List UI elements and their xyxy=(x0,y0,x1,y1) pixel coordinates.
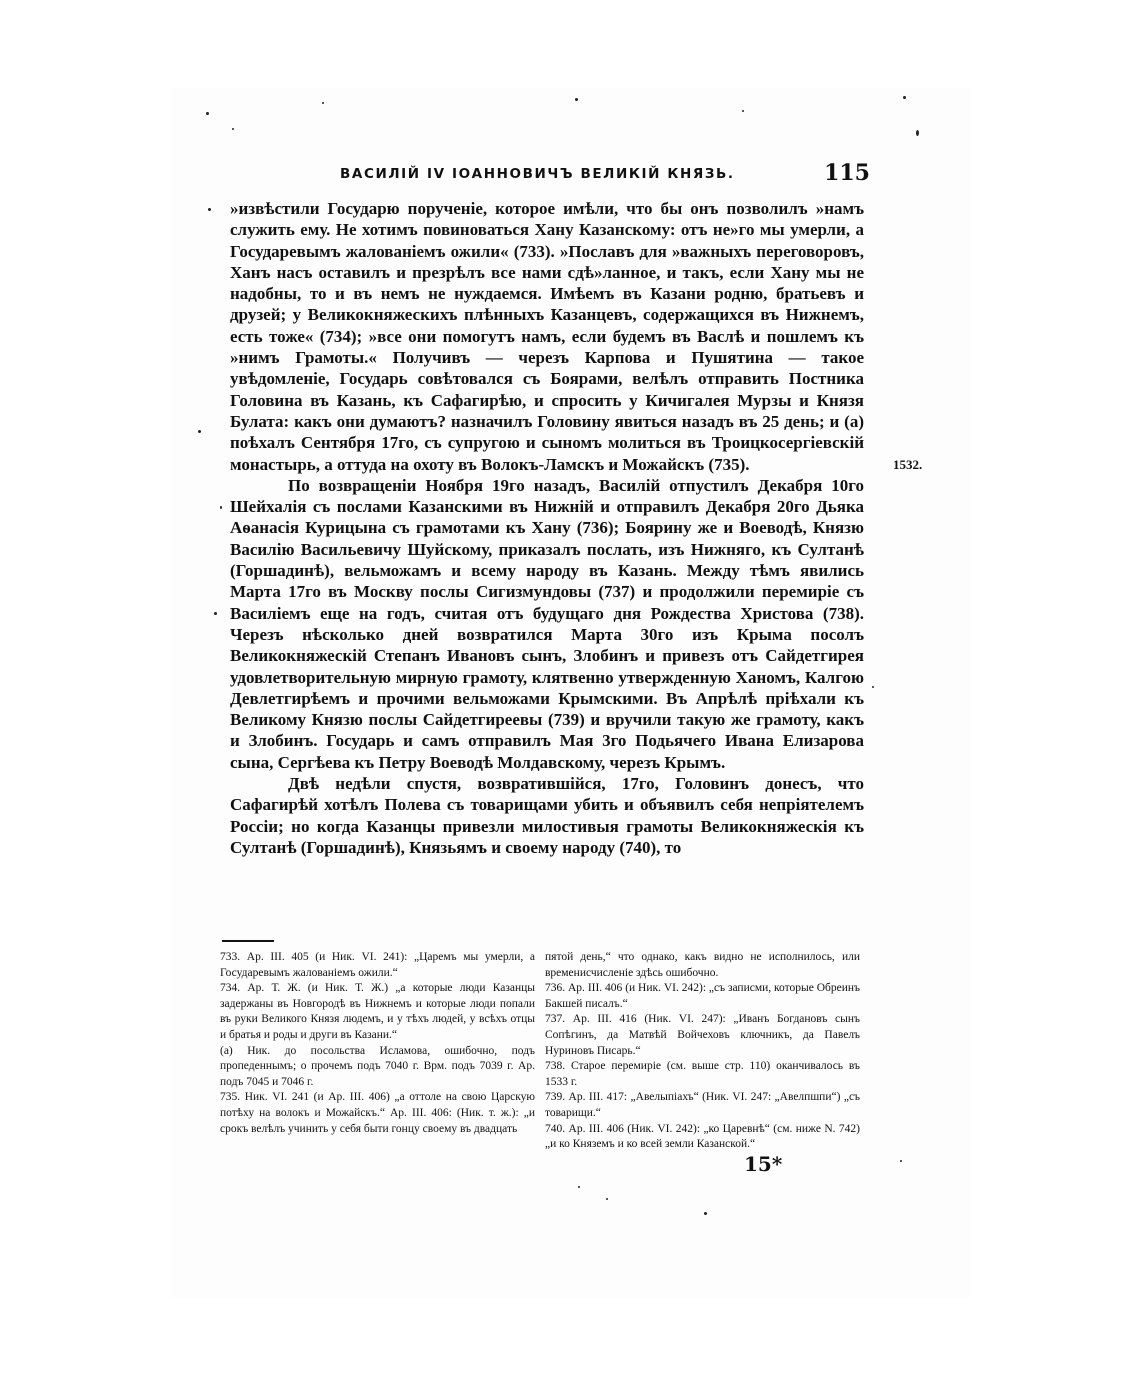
scan-speck xyxy=(903,96,906,99)
footnotes xyxy=(220,950,860,1153)
running-head: ВАСИЛІЙ IV ІОАННОВИЧЪ ВЕЛИКІЙ КНЯЗЬ. xyxy=(340,166,735,182)
margin-year-note: 1532. xyxy=(893,457,923,472)
scan-speck xyxy=(208,208,211,211)
scan-speck xyxy=(232,128,234,130)
footnote: 738. Старое перемиріе (см. выше стр. 110) оканчивалось въ 1533 г. xyxy=(545,1060,860,1088)
scan-speck xyxy=(322,102,324,104)
signature-mark: 15* xyxy=(744,1152,783,1176)
paragraph: По возвращеніи Ноября 19го назадъ, Василій отпустилъ Декабря 10го Шейхалія съ послами Казанскими въ Нижній и отправилъ Декабря 20го Дьяка Аѳанасія Курицына съ грамотами къ Хану (736); Боярину же и Воеводѣ, Князю Василію Васильевичу Шуйскому, приказалъ послать, изъ Нижняго, къ Султанѣ (Горшадинѣ), вельможамъ и всему народу въ Казань. Между тѣмъ явились Марта 17го въ Москву послы Сигизмундовы (737) и продолжили перемиріе съ Василіемъ еще на годъ, считая отъ будущаго дня Рождества Христова (738). Черезъ нѣсколько дней возвратился Марта 30го изъ Крыма посолъ Великокняжескій Степанъ Ивановъ сынъ, Злобинъ и привезъ отъ Сайдетгирея удовлетворительную мирную грамоту, клятвенно утвержденную Ханомъ, Калгою Девлетгирѣемъ и прочими вельможами Крымскими. Въ Апрѣлѣ пріѣхали къ Великому Князю послы Сайдетгиреевы (739) и вручили такую же грамоту, какъ и Злобинъ. Государь и самъ отправилъ Мая 3го Подьячего Ивана Елизарова сына, Сергѣева къ Петру Воеводѣ Молдавскому, черезъ Крымъ. xyxy=(230,475,864,772)
footnote: 740. Ар. III. 406 (Ник. VI. 242): „ко Царевнѣ“ (см. ниже N. 742) „и ко Княземъ и ко всей земли Казанской.“ xyxy=(545,1122,860,1151)
scan-speck xyxy=(214,612,217,615)
body-text xyxy=(230,198,864,858)
footnote: 735. Ник. VI. 241 (и Ар. III. 406) „а оттоле на свою Царскую потѣху на волокъ и Можайскъ.“ Ар. III. 406: (Ник. т. ж.): „и срокъ велѣлъ учинить у себя быти гонцу своему въ двадцать xyxy=(220,1091,535,1135)
footnote: 734. Ар. Т. Ж. (и Ник. Т. Ж.) „а которые люди Казанцы задержаны въ Новгородѣ въ Нижнемъ и которые люди попали въ руки Великого Князя людемъ, и у тѣхъ людей, у всѣхъ отцы и братья и роды и други въ Казани.“ xyxy=(220,982,535,1041)
scan-speck xyxy=(198,430,201,433)
footnote-rule xyxy=(222,940,274,942)
scan-speck xyxy=(206,112,209,115)
footnote: 736. Ар. III. 406 (и Ник. VI. 242): „съ записми, которые Обреинъ Бакшей писалъ.“ xyxy=(545,982,860,1010)
footnote: пятой день,“ что однако, какъ видно не исполнилось, или временисчисленіе здѣсь ошибочно. xyxy=(545,951,860,979)
paragraph: »извѣстили Государю порученіе, которое имѣли, что бы онъ позволилъ »намъ служить ему. Не хотимъ повиноваться Хану Казанскому: отъ не»го мы умерли, а Государевымъ жалованіемъ ожили« (733). »Пославъ для »важныхъ переговоровъ, Ханъ насъ оставилъ и презрѣлъ все нами сдѣ»ланное, и такъ, если Хану мы не надобны, то и въ немъ не нуждаемся. Имѣемъ въ Казани родню, братьевъ и друзей; у Великокняжескихъ плѣнныхъ Казанцевъ, содержащихся въ Нижнемъ, есть тоже« (734); »все они помогутъ намъ, если будемъ въ Васлѣ и пошлемъ къ »нимъ Грамоты.« Получивъ — черезъ Карпова и Пушятина — такое увѣдомленіе, Государь совѣтовался съ Боярами, велѣлъ отправить Постника Головина въ Казань, къ Сафагирѣю, и спросить у Кичигалея Мурзы и Князя Булата: какъ они думаютъ? назначилъ Головину явиться назадъ въ 25 день; и (а) поѣхалъ Сентября 17го, съ супругою и сыномъ молиться въ Троицкосергіевскій монастырь, а оттуда на охоту въ Волокъ-Ламскъ и Можайскъ (735). xyxy=(230,199,864,474)
scan-speck xyxy=(742,110,744,112)
scan-speck xyxy=(872,686,874,688)
scan-speck xyxy=(578,1186,580,1188)
footnotes-right-column xyxy=(545,950,860,1153)
scan-speck xyxy=(606,1198,608,1200)
scan-speck xyxy=(916,130,919,136)
paragraph: Двѣ недѣли спустя, возвратившійся, 17го, Головинъ донесъ, что Сафагирѣй хотѣлъ Полева съ товарищами убить и объявилъ себя непріятелемъ Россіи; но когда Казанцы привезли милостивыя грамоты Великокняжескія къ Султанѣ (Горшадинѣ), Князьямъ и своему народу (740), то xyxy=(230,774,864,857)
page-header xyxy=(230,160,870,190)
scan-speck xyxy=(575,98,578,101)
scan-speck xyxy=(704,1212,707,1215)
scan-speck xyxy=(220,506,222,509)
footnote: (а) Ник. до посольства Исламова, ошибочно, подъ пропеденнымъ; о прочемъ подъ 7040 г. Врм. подъ 7039 г. Ар. подъ 7045 и 7046 г. xyxy=(220,1044,535,1088)
footnote: 737. Ар. III. 416 (Ник. VI. 247): „Иванъ Богдановъ сынъ Сопѣгинъ, да Матвѣй Войчеховъ ключникъ, да Павелъ Нуриновъ Писарь.“ xyxy=(545,1013,860,1057)
footnotes-left-column xyxy=(220,950,535,1153)
footnote: 739. Ар. III. 417: „Авелыпіахъ“ (Ник. VI. 247: „Авелпшпи“) „съ товарищи.“ xyxy=(545,1091,860,1119)
footnote: 733. Ар. III. 405 (и Ник. VI. 241): „Царемъ мы умерли, а Государевымъ жалованіемъ ожили.“ xyxy=(220,951,535,979)
scan-speck xyxy=(900,1160,902,1162)
page-number: 115 xyxy=(824,160,870,186)
